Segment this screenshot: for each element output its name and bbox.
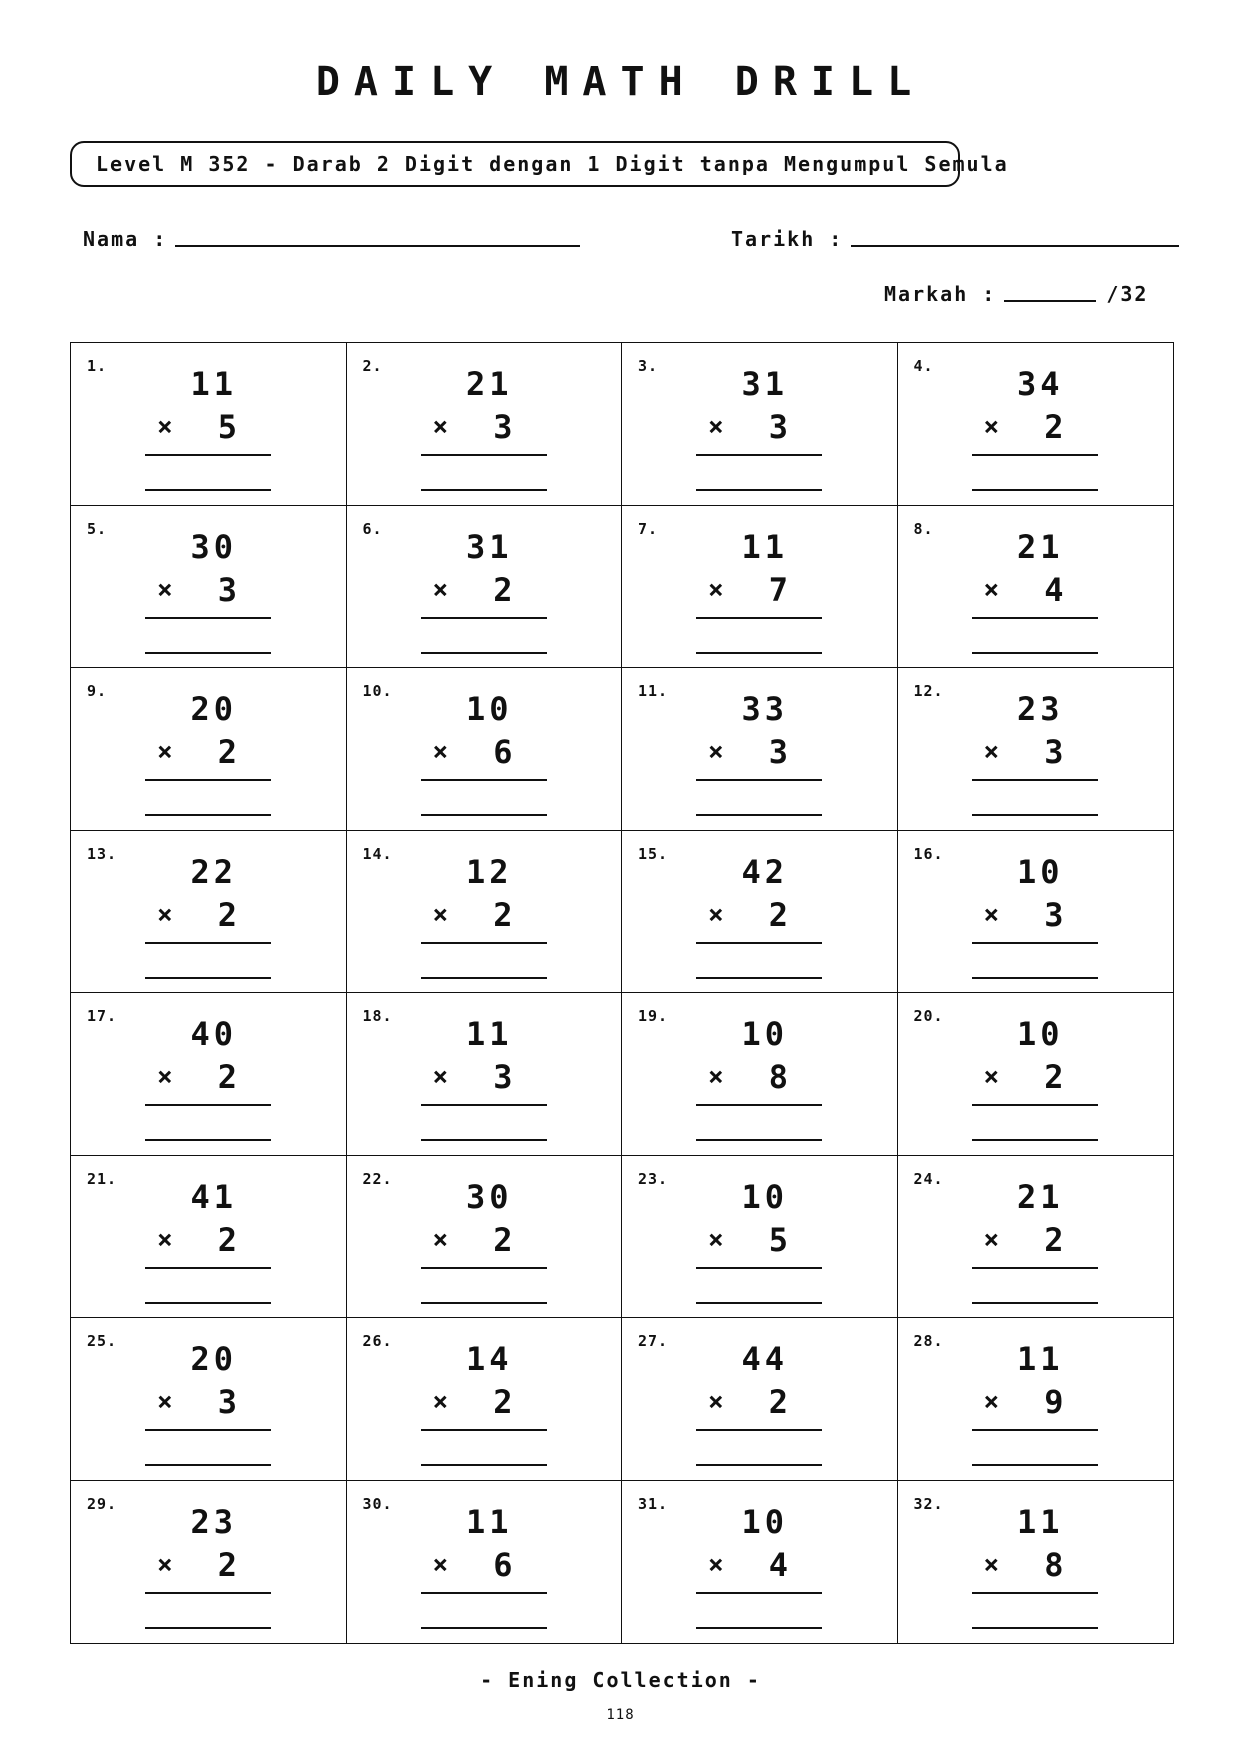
operation-line [145, 1267, 271, 1269]
multiplier: 3 [1044, 733, 1064, 771]
answer-line[interactable] [145, 1464, 271, 1466]
problem-number: 2. [362, 357, 383, 375]
answer-line[interactable] [421, 1302, 547, 1304]
problem-cell [71, 1318, 347, 1481]
name-label: Nama : [83, 227, 168, 251]
answer-line[interactable] [145, 1139, 271, 1141]
answer-line[interactable] [145, 1302, 271, 1304]
problem-number: 13. [87, 844, 118, 863]
multiplier: 2 [493, 895, 513, 934]
problem-cell [622, 1156, 898, 1319]
answer-line[interactable] [145, 814, 271, 816]
multiply-sign: × [983, 574, 1000, 605]
multiply-sign: × [157, 1224, 173, 1255]
operation-line [421, 1429, 547, 1431]
multiplicand: 44 [741, 1340, 788, 1378]
answer-line[interactable] [421, 1464, 547, 1466]
problem-cell [347, 1318, 623, 1481]
operation-line [696, 1267, 822, 1269]
multiplier: 3 [768, 733, 788, 771]
multiplier: 5 [768, 1220, 788, 1259]
multiply-sign: × [983, 412, 1000, 442]
problem-cell [347, 343, 623, 506]
problem-cell [347, 1156, 623, 1319]
problem-cell [347, 993, 623, 1156]
problem-number: 30. [362, 1494, 393, 1513]
multiplier: 3 [217, 1383, 237, 1421]
multiplicand: 31 [741, 365, 788, 403]
problem-number: 20. [913, 1007, 944, 1025]
problem-number: 8. [913, 519, 934, 538]
operation-line [421, 1267, 547, 1269]
multiply-sign: × [432, 574, 449, 605]
multiplier: 2 [217, 895, 237, 934]
multiply-sign: × [432, 899, 449, 930]
multiplier: 8 [768, 1058, 788, 1096]
problem-cell [347, 831, 623, 994]
problem-cell [71, 506, 347, 669]
multiplier: 5 [217, 408, 237, 446]
problem-cell [622, 1481, 898, 1644]
problem-cell [898, 343, 1174, 506]
operation-line [421, 779, 547, 781]
score-blank-line[interactable] [1004, 298, 1096, 302]
problem-number: 11. [638, 682, 669, 700]
operation-line [972, 1267, 1098, 1269]
multiplicand: 21 [465, 365, 513, 403]
multiplier: 3 [493, 408, 513, 446]
multiply-sign: × [983, 1549, 1000, 1580]
multiplicand: 11 [1016, 1340, 1064, 1378]
problem-number: 10. [362, 682, 393, 700]
problem-number: 9. [87, 682, 108, 700]
problem-cell [347, 668, 623, 831]
multiplicand: 10 [741, 1177, 788, 1216]
date-field[interactable] [731, 227, 1179, 251]
multiplier: 2 [493, 1220, 513, 1259]
multiply-sign: × [983, 1224, 1000, 1255]
operation-line [421, 942, 547, 944]
problem-cell [898, 831, 1174, 994]
operation-line [696, 1104, 822, 1106]
multiplier: 2 [1044, 1058, 1064, 1096]
problem-number: 22. [362, 1169, 393, 1188]
multiply-sign: × [432, 737, 449, 767]
problem-cell [622, 1318, 898, 1481]
multiplier: 3 [1044, 895, 1064, 934]
multiply-sign: × [157, 737, 173, 767]
multiplicand: 22 [190, 852, 237, 891]
answer-line[interactable] [145, 652, 271, 654]
multiplicand: 11 [190, 365, 237, 403]
multiplier: 6 [493, 733, 513, 771]
problem-number: 6. [362, 519, 383, 538]
multiplicand: 21 [1016, 527, 1064, 566]
problem-cell [898, 668, 1174, 831]
problem-cell [71, 668, 347, 831]
operation-line [696, 617, 822, 619]
operation-line [696, 454, 822, 456]
problem-cell [622, 831, 898, 994]
answer-line[interactable] [972, 814, 1098, 816]
multiplicand: 11 [741, 527, 788, 566]
operation-line [145, 1429, 271, 1431]
multiplier: 9 [1044, 1383, 1064, 1421]
problem-cell [622, 506, 898, 669]
operation-line [696, 1429, 822, 1431]
multiply-sign: × [432, 1224, 449, 1255]
multiply-sign: × [983, 1062, 1000, 1092]
problem-cell [898, 1156, 1174, 1319]
multiplicand: 31 [465, 527, 513, 566]
answer-line[interactable] [972, 1302, 1098, 1304]
problem-number: 7. [638, 519, 659, 538]
problem-cell [898, 506, 1174, 669]
answer-line[interactable] [972, 1464, 1098, 1466]
multiplicand: 11 [1016, 1502, 1064, 1541]
problem-number: 5. [87, 519, 108, 538]
answer-line[interactable] [972, 489, 1098, 491]
footer-credit: - Ening Collection - [480, 1668, 761, 1692]
problem-number: 17. [87, 1007, 118, 1025]
operation-line [696, 1592, 822, 1594]
multiplicand: 21 [1016, 1177, 1064, 1216]
multiply-sign: × [432, 1062, 449, 1092]
multiplier: 2 [217, 1545, 237, 1584]
multiply-sign: × [432, 1549, 449, 1580]
problem-cell [71, 993, 347, 1156]
multiplicand: 14 [465, 1340, 513, 1378]
problem-number: 12. [913, 682, 944, 700]
multiply-sign: × [708, 1549, 724, 1580]
multiplier: 6 [493, 1545, 513, 1584]
answer-line[interactable] [145, 1627, 271, 1629]
problem-number: 32. [913, 1494, 944, 1513]
problem-cell [71, 831, 347, 994]
multiplicand: 40 [190, 1015, 237, 1053]
multiply-sign: × [708, 737, 724, 767]
multiply-sign: × [157, 574, 173, 605]
answer-line[interactable] [696, 1302, 822, 1304]
operation-line [972, 942, 1098, 944]
answer-line[interactable] [972, 1627, 1098, 1629]
multiplicand: 30 [465, 1177, 513, 1216]
answer-line[interactable] [696, 1139, 822, 1141]
multiplier: 2 [217, 1220, 237, 1259]
operation-line [145, 454, 271, 456]
operation-line [145, 779, 271, 781]
problem-number: 25. [87, 1332, 118, 1350]
multiply-sign: × [157, 899, 173, 930]
answer-line[interactable] [972, 977, 1098, 979]
problem-grid [70, 342, 1174, 1644]
multiply-sign: × [983, 1387, 1000, 1417]
answer-line[interactable] [421, 652, 547, 654]
multiply-sign: × [157, 1062, 173, 1092]
problem-number: 31. [638, 1494, 669, 1513]
operation-line [421, 617, 547, 619]
problem-number: 14. [362, 844, 393, 863]
multiply-sign: × [708, 1224, 724, 1255]
multiplier: 4 [768, 1545, 788, 1584]
date-label: Tarikh : [731, 227, 844, 251]
problem-number: 27. [638, 1332, 669, 1350]
operation-line [972, 454, 1098, 456]
multiply-sign: × [157, 412, 173, 442]
level-description-box [70, 141, 1009, 187]
score-field[interactable] [884, 282, 1148, 306]
problem-number: 3. [638, 357, 659, 375]
multiply-sign: × [708, 1387, 724, 1417]
name-field[interactable] [83, 227, 580, 251]
answer-line[interactable] [972, 1139, 1098, 1141]
multiplicand: 30 [190, 527, 237, 566]
operation-line [145, 942, 271, 944]
multiplicand: 33 [741, 690, 788, 728]
problem-cell [347, 506, 623, 669]
operation-line [696, 942, 822, 944]
multiplier: 2 [1044, 1220, 1064, 1259]
problem-number: 29. [87, 1494, 118, 1513]
multiplicand: 10 [1016, 1015, 1064, 1053]
level-description: Level M 352 - Darab 2 Digit dengan 1 Digit tanpa Mengumpul Semula [96, 152, 1009, 176]
problem-cell [71, 1156, 347, 1319]
multiplicand: 11 [465, 1502, 513, 1541]
multiplicand: 23 [190, 1502, 237, 1541]
answer-line[interactable] [972, 652, 1098, 654]
multiplicand: 12 [465, 852, 513, 891]
problem-number: 23. [638, 1169, 669, 1188]
multiplicand: 10 [741, 1502, 788, 1541]
operation-line [972, 779, 1098, 781]
answer-line[interactable] [696, 1464, 822, 1466]
answer-line[interactable] [696, 489, 822, 491]
multiply-sign: × [708, 412, 724, 442]
multiplicand: 34 [1016, 365, 1064, 403]
multiplier: 2 [493, 570, 513, 609]
page-number: 118 [606, 1707, 635, 1723]
answer-line[interactable] [696, 652, 822, 654]
problem-number: 24. [913, 1169, 944, 1188]
problem-number: 4. [913, 357, 934, 375]
multiplicand: 10 [465, 690, 513, 728]
operation-line [696, 779, 822, 781]
operation-line [421, 454, 547, 456]
answer-line[interactable] [145, 977, 271, 979]
multiply-sign: × [983, 899, 1000, 930]
operation-line [421, 1592, 547, 1594]
multiplier: 7 [768, 570, 788, 609]
multiplier: 2 [1044, 408, 1064, 446]
problem-number: 15. [638, 844, 669, 863]
multiplier: 2 [217, 733, 237, 771]
problem-cell [898, 1481, 1174, 1644]
multiplicand: 23 [1016, 690, 1064, 728]
multiplicand: 41 [190, 1177, 237, 1216]
operation-line [972, 1592, 1098, 1594]
problem-number: 21. [87, 1169, 118, 1188]
multiply-sign: × [708, 899, 724, 930]
date-blank-line[interactable] [851, 243, 1179, 247]
name-blank-line[interactable] [175, 243, 580, 247]
multiplier: 3 [217, 570, 237, 609]
answer-line[interactable] [145, 489, 271, 491]
multiply-sign: × [708, 1062, 724, 1092]
problem-cell [622, 668, 898, 831]
multiplier: 3 [768, 408, 788, 446]
multiply-sign: × [432, 412, 449, 442]
problem-number: 18. [362, 1007, 393, 1025]
problem-cell [622, 343, 898, 506]
answer-line[interactable] [421, 977, 547, 979]
multiplicand: 20 [190, 690, 237, 728]
answer-line[interactable] [696, 1627, 822, 1629]
multiplier: 2 [768, 895, 788, 934]
multiplier: 2 [768, 1383, 788, 1421]
problem-cell [71, 343, 347, 506]
multiplicand: 10 [1016, 852, 1064, 891]
problem-cell [71, 1481, 347, 1644]
multiplicand: 11 [465, 1015, 513, 1053]
score-total: /32 [1106, 282, 1149, 306]
multiplier: 3 [493, 1058, 513, 1096]
multiplier: 4 [1044, 570, 1064, 609]
operation-line [972, 617, 1098, 619]
problem-cell [898, 1318, 1174, 1481]
multiply-sign: × [157, 1549, 173, 1580]
answer-line[interactable] [421, 1627, 547, 1629]
answer-line[interactable] [421, 489, 547, 491]
operation-line [972, 1429, 1098, 1431]
multiplier: 2 [217, 1058, 237, 1096]
score-label: Markah : [884, 282, 997, 306]
problem-number: 28. [913, 1332, 944, 1350]
multiply-sign: × [708, 574, 724, 605]
operation-line [145, 617, 271, 619]
problem-cell [622, 993, 898, 1156]
multiply-sign: × [432, 1387, 449, 1417]
multiplier: 2 [493, 1383, 513, 1421]
problem-number: 26. [362, 1332, 393, 1350]
multiplicand: 10 [741, 1015, 788, 1053]
problem-number: 1. [87, 357, 108, 375]
problem-number: 16. [913, 844, 944, 863]
answer-line[interactable] [421, 1139, 547, 1141]
operation-line [972, 1104, 1098, 1106]
operation-line [145, 1592, 271, 1594]
operation-line [421, 1104, 547, 1106]
multiplicand: 20 [190, 1340, 237, 1378]
answer-line[interactable] [421, 814, 547, 816]
operation-line [145, 1104, 271, 1106]
multiplicand: 42 [741, 852, 788, 891]
problem-number: 19. [638, 1007, 669, 1025]
multiplier: 8 [1044, 1545, 1064, 1584]
multiply-sign: × [157, 1387, 173, 1417]
multiply-sign: × [983, 737, 1000, 767]
problem-cell [898, 993, 1174, 1156]
answer-line[interactable] [696, 977, 822, 979]
page-title: DAILY MATH DRILL [315, 59, 926, 105]
answer-line[interactable] [696, 814, 822, 816]
problem-cell [347, 1481, 623, 1644]
